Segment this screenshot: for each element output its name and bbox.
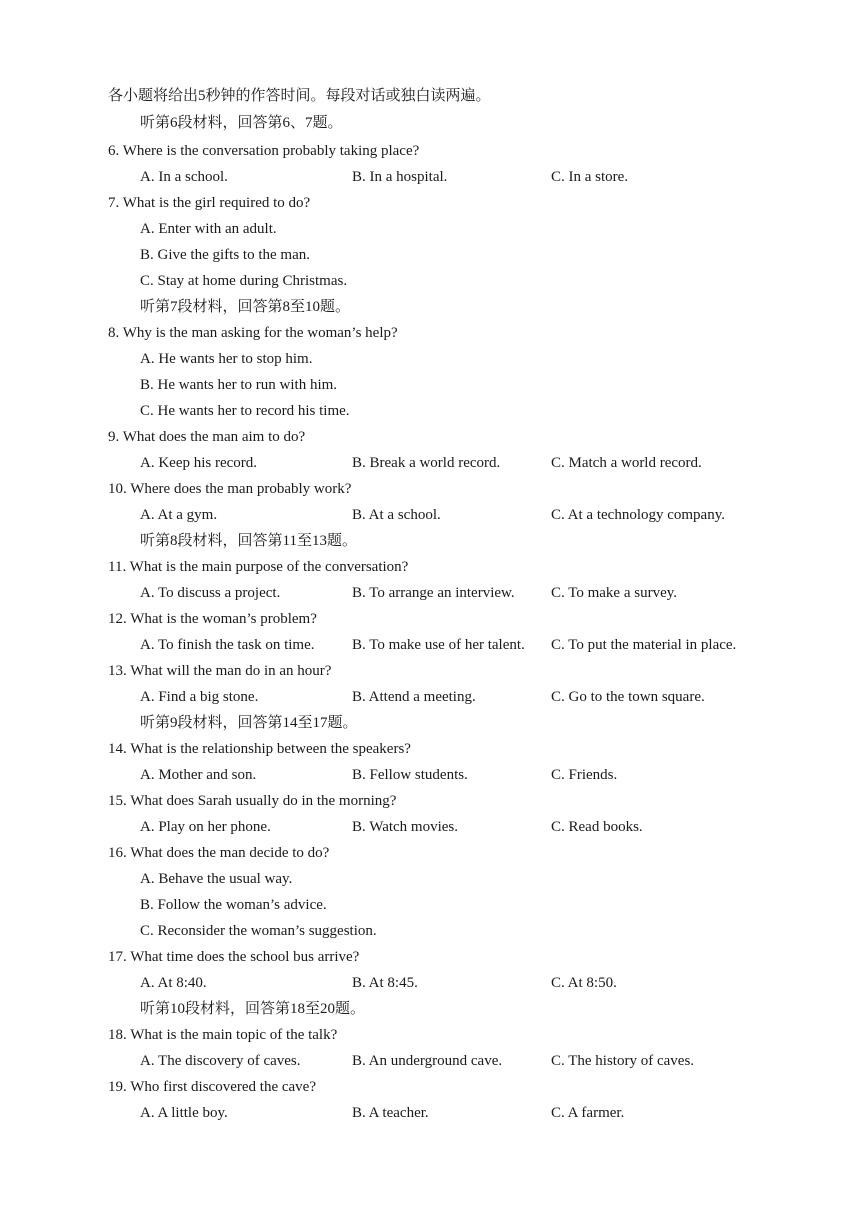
- option-b[interactable]: B. Follow the woman’s advice.: [140, 897, 327, 913]
- option-c[interactable]: C. He wants her to record his time.: [140, 403, 350, 419]
- option-b[interactable]: B. Fellow students.: [352, 767, 468, 783]
- option-a[interactable]: A. The discovery of caves.: [140, 1053, 301, 1069]
- options-row-10: [140, 502, 780, 528]
- question-13: 13. What will the man do in an hour?: [108, 663, 332, 679]
- option-c[interactable]: C. Go to the town square.: [551, 689, 705, 705]
- option-a[interactable]: A. At a gym.: [140, 507, 218, 523]
- options-row-6: [140, 164, 780, 190]
- section-heading-10: 听第10段材料，回答第18至20题。: [140, 1001, 366, 1017]
- options-row-14: [140, 762, 780, 788]
- question-11: 11. What is the main purpose of the conversation?: [108, 559, 409, 575]
- option-b[interactable]: B. An underground cave.: [352, 1053, 503, 1069]
- section-heading-6: 听第6段材料，回答第6、7题。: [140, 115, 343, 131]
- option-a[interactable]: A. In a school.: [140, 169, 228, 185]
- options-row-12: [140, 632, 780, 658]
- instructions-text: 各小题将给出5秒钟的作答时间。每段对话或独白读两遍。: [108, 88, 491, 104]
- option-c[interactable]: C. Friends.: [551, 767, 618, 783]
- option-c[interactable]: C. To make a survey.: [551, 585, 678, 601]
- question-18: 18. What is the main topic of the talk?: [108, 1027, 338, 1043]
- option-b[interactable]: B. Break a world record.: [352, 455, 501, 471]
- options-row-9: [140, 450, 780, 476]
- options-row-19: [140, 1100, 780, 1126]
- option-c[interactable]: C. Stay at home during Christmas.: [140, 273, 348, 289]
- option-b[interactable]: B. At 8:45.: [352, 975, 418, 991]
- question-12: 12. What is the woman’s problem?: [108, 611, 317, 627]
- option-c[interactable]: C. Match a world record.: [551, 455, 702, 471]
- question-8: 8. Why is the man asking for the woman’s help?: [108, 325, 398, 341]
- options-row-15: [140, 814, 780, 840]
- question-15: 15. What does Sarah usually do in the morning?: [108, 793, 397, 809]
- option-c[interactable]: C. Reconsider the woman’s suggestion.: [140, 923, 377, 939]
- question-9: 9. What does the man aim to do?: [108, 429, 306, 445]
- option-a[interactable]: A. To finish the task on time.: [140, 637, 315, 653]
- option-b[interactable]: B. To make use of her talent.: [352, 637, 525, 653]
- option-a[interactable]: A. Mother and son.: [140, 767, 257, 783]
- option-a[interactable]: A. Enter with an adult.: [140, 221, 277, 237]
- question-7: 7. What is the girl required to do?: [108, 195, 311, 211]
- options-row-18: [140, 1048, 780, 1074]
- option-b[interactable]: B. He wants her to run with him.: [140, 377, 338, 393]
- option-a[interactable]: A. Keep his record.: [140, 455, 258, 471]
- section-heading-7: 听第7段材料，回答第8至10题。: [140, 299, 351, 315]
- options-row-17: [140, 970, 780, 996]
- option-c[interactable]: C. In a store.: [551, 169, 629, 185]
- option-b[interactable]: B. At a school.: [352, 507, 441, 523]
- question-10: 10. Where does the man probably work?: [108, 481, 352, 497]
- question-14: 14. What is the relationship between the speakers?: [108, 741, 411, 757]
- option-a[interactable]: A. At 8:40.: [140, 975, 207, 991]
- option-a[interactable]: A. To discuss a project.: [140, 585, 281, 601]
- option-b[interactable]: B. In a hospital.: [352, 169, 448, 185]
- question-17: 17. What time does the school bus arrive?: [108, 949, 360, 965]
- option-c[interactable]: C. The history of caves.: [551, 1053, 695, 1069]
- option-c[interactable]: C. A farmer.: [551, 1105, 625, 1121]
- option-a[interactable]: A. He wants her to stop him.: [140, 351, 313, 367]
- option-c[interactable]: C. At 8:50.: [551, 975, 617, 991]
- option-b[interactable]: B. A teacher.: [352, 1105, 429, 1121]
- option-b[interactable]: B. Attend a meeting.: [352, 689, 476, 705]
- option-a[interactable]: A. Find a big stone.: [140, 689, 259, 705]
- question-19: 19. Who first discovered the cave?: [108, 1079, 316, 1095]
- option-a[interactable]: A. Behave the usual way.: [140, 871, 293, 887]
- option-a[interactable]: A. A little boy.: [140, 1105, 228, 1121]
- option-b[interactable]: B. Watch movies.: [352, 819, 459, 835]
- option-b[interactable]: B. Give the gifts to the man.: [140, 247, 310, 263]
- option-a[interactable]: A. Play on her phone.: [140, 819, 271, 835]
- options-row-11: [140, 580, 780, 606]
- option-c[interactable]: C. Read books.: [551, 819, 643, 835]
- option-c[interactable]: C. At a technology company.: [551, 507, 725, 523]
- section-heading-9: 听第9段材料，回答第14至17题。: [140, 715, 358, 731]
- question-16: 16. What does the man decide to do?: [108, 845, 330, 861]
- section-heading-8: 听第8段材料，回答第11至13题。: [140, 533, 357, 549]
- option-c[interactable]: C. To put the material in place.: [551, 637, 737, 653]
- question-6: 6. Where is the conversation probably taking place?: [108, 143, 420, 159]
- option-b[interactable]: B. To arrange an interview.: [352, 585, 515, 601]
- options-row-13: [140, 684, 780, 710]
